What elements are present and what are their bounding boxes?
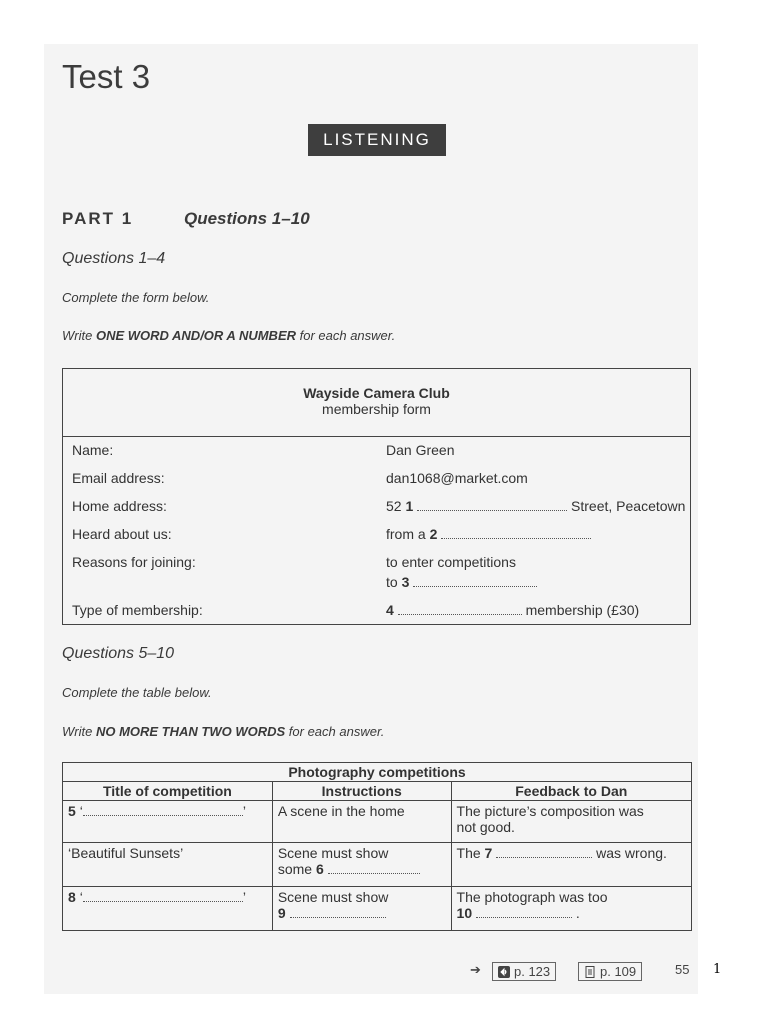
answer-blank-5[interactable] bbox=[83, 803, 243, 816]
arrow-icon: ➔ bbox=[470, 962, 481, 977]
competition-table bbox=[62, 762, 692, 931]
test-title: Test 3 bbox=[62, 58, 151, 95]
questions-1-4-instruction: Complete the form below. bbox=[62, 290, 210, 305]
reference-link-answer[interactable]: p. 109 bbox=[578, 962, 642, 981]
question-number-5: 5 bbox=[68, 803, 76, 819]
form-title: Wayside Camera Club bbox=[303, 385, 450, 401]
table-cell: The picture’s composition was not good. bbox=[451, 801, 691, 843]
question-number-9: 9 bbox=[277, 905, 286, 921]
answer-blank-10[interactable] bbox=[476, 905, 572, 918]
form-value-reasons-line2: to 3 bbox=[386, 574, 537, 590]
question-number-4: 4 bbox=[386, 602, 394, 618]
membership-form bbox=[62, 368, 691, 625]
question-number-10: 10 bbox=[456, 905, 473, 921]
questions-5-10-instruction: Complete the table below. bbox=[62, 685, 212, 700]
form-label-email: Email address: bbox=[72, 470, 165, 486]
table-row bbox=[63, 887, 692, 931]
column-header-feedback: Feedback to Dan bbox=[451, 782, 691, 801]
answer-blank-2[interactable] bbox=[441, 526, 591, 539]
form-label-membership-type: Type of membership: bbox=[72, 602, 203, 618]
table-row bbox=[63, 801, 692, 843]
question-number-7: 7 bbox=[484, 845, 493, 861]
table-cell: The 7 was wrong. bbox=[451, 843, 691, 887]
form-header bbox=[63, 369, 690, 437]
answer-blank-8[interactable] bbox=[83, 889, 243, 902]
form-label-home-address: Home address: bbox=[72, 498, 167, 514]
answer-blank-7[interactable] bbox=[496, 845, 592, 858]
answer-blank-6[interactable] bbox=[328, 861, 420, 874]
form-value-reasons-line1: to enter competitions bbox=[386, 554, 516, 570]
part-questions: Questions 1–10 bbox=[184, 209, 310, 228]
column-header-title: Title of competition bbox=[63, 782, 273, 801]
form-value-home-address: 52 1 Street, Peacetown bbox=[386, 498, 686, 514]
questions-1-4-heading: Questions 1–4 bbox=[62, 250, 166, 267]
question-number-6: 6 bbox=[315, 861, 324, 877]
table-cell: Scene must show some 6 bbox=[272, 843, 451, 887]
form-label-name: Name: bbox=[72, 442, 114, 458]
column-header-instructions: Instructions bbox=[272, 782, 451, 801]
answer-blank-4[interactable] bbox=[398, 602, 522, 615]
table-cell: 8 ‘ ’ bbox=[63, 887, 273, 931]
section-label: LISTENING bbox=[308, 124, 446, 156]
form-label-reasons: Reasons for joining: bbox=[72, 554, 196, 570]
form-value-email: dan1068@market.com bbox=[386, 470, 528, 486]
table-cell: A scene in the home bbox=[272, 801, 451, 843]
table-cell: The photograph was too 10 . bbox=[451, 887, 691, 931]
answer-key-icon bbox=[584, 966, 596, 978]
form-label-heard-about: Heard about us: bbox=[72, 526, 172, 542]
question-number-8: 8 bbox=[68, 889, 76, 905]
answer-blank-1[interactable] bbox=[417, 498, 567, 511]
page-number: 55 bbox=[675, 962, 690, 977]
table-cell: Scene must show 9 bbox=[272, 887, 451, 931]
answer-blank-9[interactable] bbox=[290, 905, 386, 918]
question-number-2: 2 bbox=[429, 526, 438, 542]
form-subtitle: membership form bbox=[322, 401, 431, 417]
part-label: PART 1 bbox=[62, 209, 134, 228]
table-cell: 5 ‘ ’ bbox=[63, 801, 273, 843]
questions-5-10-answer-rule: Write NO MORE THAN TWO WORDS for each answer. bbox=[62, 724, 385, 739]
questions-1-4-answer-rule: Write ONE WORD AND/OR A NUMBER for each answer. bbox=[62, 328, 396, 343]
side-page-number: 1 bbox=[713, 962, 722, 977]
table-title: Photography competitions bbox=[63, 763, 692, 782]
form-value-name: Dan Green bbox=[386, 442, 455, 458]
table-cell: ‘Beautiful Sunsets’ bbox=[63, 843, 273, 887]
questions-5-10-heading: Questions 5–10 bbox=[62, 645, 175, 662]
form-value-membership-type: 4 membership (£30) bbox=[386, 602, 640, 618]
question-number-1: 1 bbox=[405, 498, 414, 514]
table-row bbox=[63, 843, 692, 887]
form-value-heard-about: from a 2 bbox=[386, 526, 591, 542]
reference-link-audio[interactable]: p. 123 bbox=[492, 962, 556, 981]
question-number-3: 3 bbox=[401, 574, 410, 590]
audio-reference-icon bbox=[498, 966, 510, 978]
answer-blank-3[interactable] bbox=[413, 574, 537, 587]
